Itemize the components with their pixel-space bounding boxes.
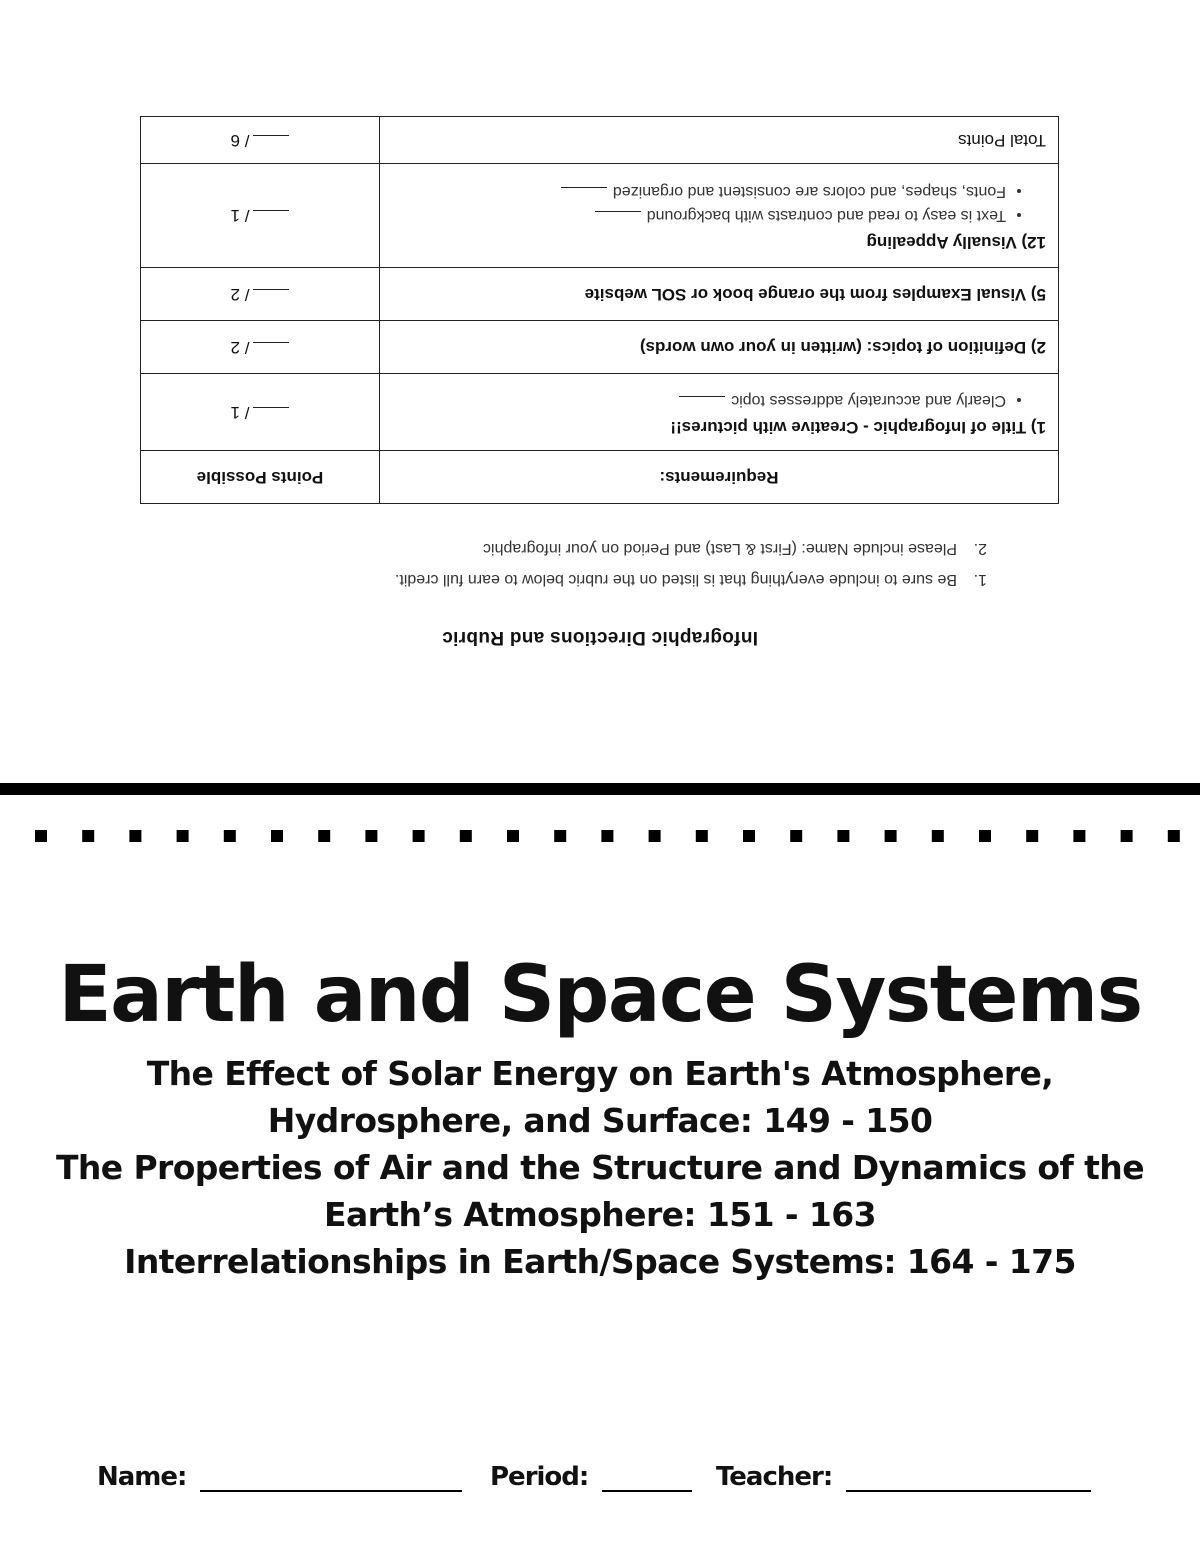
- name-label: Name:: [97, 1462, 187, 1492]
- table-row: [141, 268, 1059, 321]
- table-row: [141, 117, 1059, 164]
- teacher-blank[interactable]: [846, 1460, 1091, 1492]
- dot-mark: [35, 830, 47, 842]
- dot-mark: [82, 830, 94, 842]
- dot-mark: [979, 830, 991, 842]
- table-header-row: [141, 451, 1059, 504]
- rubric-title: Infographic Directions and Rubric: [441, 627, 759, 648]
- points-value: / 1: [230, 403, 250, 422]
- rubric-section: [0, 0, 1200, 700]
- dot-mark: [224, 830, 236, 842]
- dot-mark: [1168, 830, 1180, 842]
- period-blank[interactable]: [602, 1460, 692, 1492]
- rubric-table: [140, 116, 1059, 504]
- table-row: [141, 374, 1059, 451]
- dot-mark: [177, 830, 189, 842]
- bullet-item: • Clearly and accurately addresses topic: [381, 391, 1006, 411]
- subtitle-line: The Properties of Air and the Structure and Dynamics of the: [55, 1148, 1144, 1187]
- dot-mark: [932, 830, 944, 842]
- score-blank: [253, 211, 289, 226]
- cover-subtitle: [0, 1050, 1200, 1285]
- dot-mark: [790, 830, 802, 842]
- subtitle-line: Hydrosphere, and Surface: 149 - 150: [267, 1101, 933, 1140]
- dot-mark: [1026, 830, 1038, 842]
- requirement-label: 1) Title of Infographic - Creative with pictures!!: [670, 418, 1046, 437]
- checkbox-blank: [561, 188, 607, 203]
- score-blank: [253, 342, 289, 357]
- cut-line-dots: [0, 828, 1200, 844]
- dot-mark: [460, 830, 472, 842]
- subtitle-line: Earth’s Atmosphere: 151 - 163: [324, 1195, 876, 1234]
- dot-mark: [837, 830, 849, 842]
- directions-list: [395, 526, 987, 588]
- dot-mark: [554, 830, 566, 842]
- dot-mark: [365, 830, 377, 842]
- subtitle-line: The Effect of Solar Energy on Earth's Atmosphere,: [146, 1054, 1054, 1093]
- teacher-label: Teacher:: [716, 1462, 833, 1492]
- dot-mark: [271, 830, 283, 842]
- dot-mark: [601, 830, 613, 842]
- period-field[interactable]: [490, 1460, 692, 1492]
- requirement-label: 12) Visually Appealing: [866, 233, 1046, 253]
- bullet-item: • Fonts, shapes, and colors are consistent and organized: [381, 183, 1006, 203]
- points-value: / 1: [230, 206, 250, 226]
- requirement-bullets: [381, 183, 1046, 227]
- name-field[interactable]: [97, 1460, 462, 1492]
- dot-mark: [1121, 830, 1133, 842]
- score-blank: [253, 289, 289, 304]
- period-label: Period:: [490, 1462, 589, 1492]
- bullet-item: • Text is easy to read and contrasts with background: [381, 207, 1006, 227]
- cover-title: Earth and Space Systems: [58, 950, 1142, 1040]
- teacher-field[interactable]: [716, 1460, 1091, 1492]
- dot-mark: [743, 830, 755, 842]
- requirements-header: Requirements:: [380, 451, 1059, 504]
- requirement-label: 2) Definition of topics: (written in your own words): [639, 338, 1046, 357]
- requirement-bullets: [381, 391, 1046, 411]
- divider-rule: [0, 783, 1200, 795]
- direction-item: 2.Please include Name: (First & Last) and Period on your infographic: [482, 540, 987, 557]
- table-row: [141, 321, 1059, 374]
- dot-mark: [318, 830, 330, 842]
- name-blank[interactable]: [200, 1460, 462, 1492]
- subtitle-line: Interrelationships in Earth/Space Systems: 164 - 175: [124, 1242, 1076, 1281]
- score-blank: [253, 135, 289, 150]
- points-value: / 2: [230, 285, 250, 304]
- score-blank: [253, 407, 289, 422]
- checkbox-blank: [679, 396, 725, 411]
- points-value: / 2: [230, 338, 250, 357]
- checkbox-blank: [595, 212, 641, 227]
- dot-mark: [507, 830, 519, 842]
- dot-mark: [649, 830, 661, 842]
- requirement-label: 5) Visual Examples from the orange book or SOL website: [584, 285, 1046, 304]
- direction-item: 1.Be sure to include everything that is listed on the rubric below to earn full credit.: [394, 571, 987, 588]
- dot-mark: [885, 830, 897, 842]
- dot-mark: [413, 830, 425, 842]
- points-value: / 6: [230, 131, 250, 150]
- dot-mark: [129, 830, 141, 842]
- total-label: Total Points: [958, 131, 1046, 150]
- points-header: Points Possible: [141, 451, 380, 504]
- dot-mark: [696, 830, 708, 842]
- dot-mark: [1073, 830, 1085, 842]
- table-row: [141, 164, 1059, 268]
